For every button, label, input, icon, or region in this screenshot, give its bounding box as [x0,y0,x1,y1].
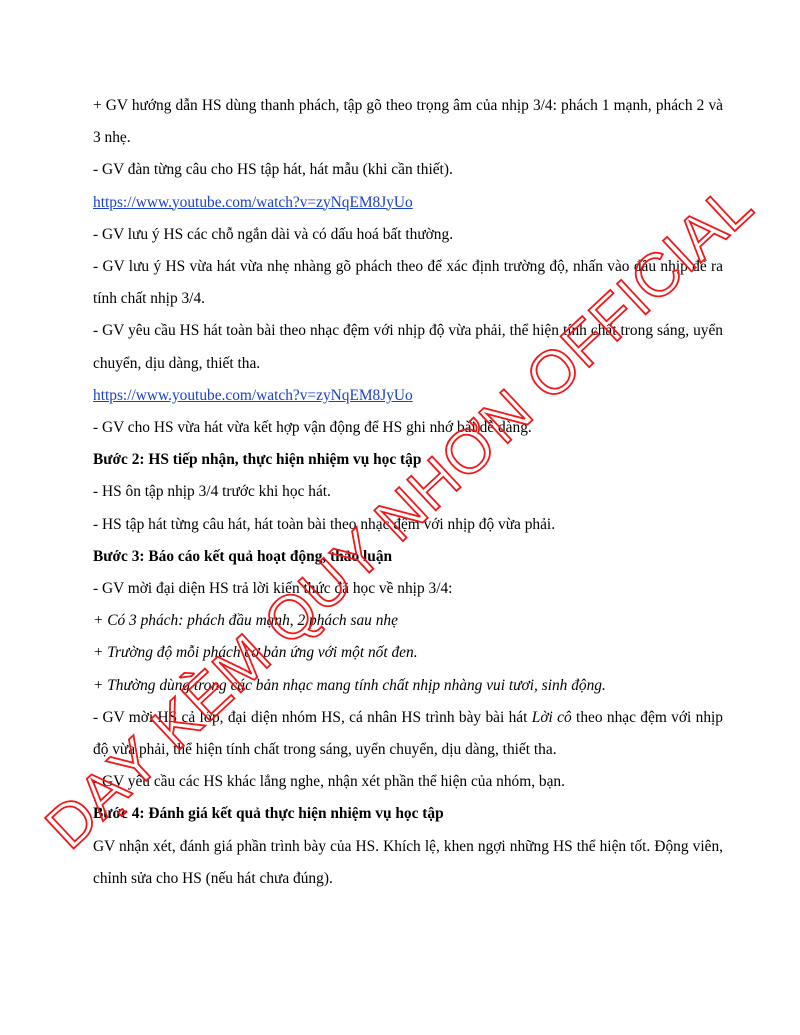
song-title: Lời cô [531,708,572,726]
paragraph-teacher-plays: - GV đàn từng câu cho HS tập hát, hát mẫu (khi cần thiết). [93,161,453,179]
youtube-link[interactable]: https://www.youtube.com/watch?v=zyNqEM8JyUo [93,386,413,404]
bullet-usage: + Thường dùng trong các bản nhạc mang tính chất nhịp nhàng vui tươi, sinh động. [93,676,606,694]
paragraph-invite-answer: - GV mời đại diện HS trả lời kiến thức đã học về nhịp 3/4: [93,580,453,598]
paragraph-review-beat: - HS ôn tập nhịp 3/4 trước khi học hát. [93,483,331,501]
perform-text-before: - GV mời HS cả lớp, đại diện nhóm HS, cá nhân HS trình bày bài hát [93,708,532,726]
paragraph-perform [93,702,723,766]
paragraph-note-beat: - GV lưu ý HS vừa hát vừa nhẹ nhàng gõ phách theo để xác định trường độ, nhấn vào đầu nhịp để ra tính chất nhịp 3/4. [93,258,723,308]
document-body [93,90,723,895]
paragraph-link-1 [93,187,723,219]
bullet-three-beats: + Có 3 phách: phách đầu mạnh, 2 phách sau nhẹ [93,612,398,630]
paragraph-note-length: - GV lưu ý HS các chỗ ngắn dài và có dấu hoá bất thường. [93,225,454,243]
paragraph-listen-comment: - GV yêu cầu các HS khác lắng nghe, nhận xét phần thể hiện của nhóm, bạn. [93,773,565,791]
paragraph-beat-practice: + GV hướng dẫn HS dùng thanh phách, tập gõ theo trọng âm của nhịp 3/4: phách 1 mạnh, phách 2 và 3 nhẹ. [93,97,723,147]
watermark-text-path: DẠY KÈM QUY NHƠN OFFICIAL [32,170,766,862]
paragraph-sing-whole: - GV yêu cầu HS hát toàn bài theo nhạc đệm với nhịp độ vừa phải, thể hiện tính chất trong sáng, uyển chuyển, dịu dàng, thiết tha. [93,322,723,372]
heading-step-2: Bước 2: HS tiếp nhận, thực hiện nhiệm vụ học tập [93,451,422,469]
paragraph-practice-sing: - HS tập hát từng câu hát, hát toàn bài theo nhạc đệm với nhịp độ vừa phải. [93,515,556,533]
youtube-link[interactable]: https://www.youtube.com/watch?v=zyNqEM8JyUo [93,193,413,211]
heading-step-3: Bước 3: Báo cáo kết quả hoạt động, thảo luận [93,547,393,565]
perform-text-after: theo nhạc đệm với nhịp độ vừa phải, thể hiện tính chất trong sáng, uyển chuyển, dịu dàng, thiết tha. [93,708,723,759]
paragraph-link-2 [93,380,723,412]
paragraph-movement: - GV cho HS vừa hát vừa kết hợp vận động để HS ghi nhớ bài dễ dàng. [93,419,532,437]
paragraph-evaluate: GV nhận xét, đánh giá phần trình bày của HS. Khích lệ, khen ngợi những HS thể hiện tốt. Động viên, chỉnh sửa cho HS (nếu hát chưa đúng). [93,837,723,887]
bullet-quarter-note: + Trường độ mỗi phách cơ bản ứng với một nốt đen. [93,644,418,662]
heading-step-4: Bước 4: Đánh giá kết quả thực hiện nhiệm vụ học tập [93,805,444,823]
